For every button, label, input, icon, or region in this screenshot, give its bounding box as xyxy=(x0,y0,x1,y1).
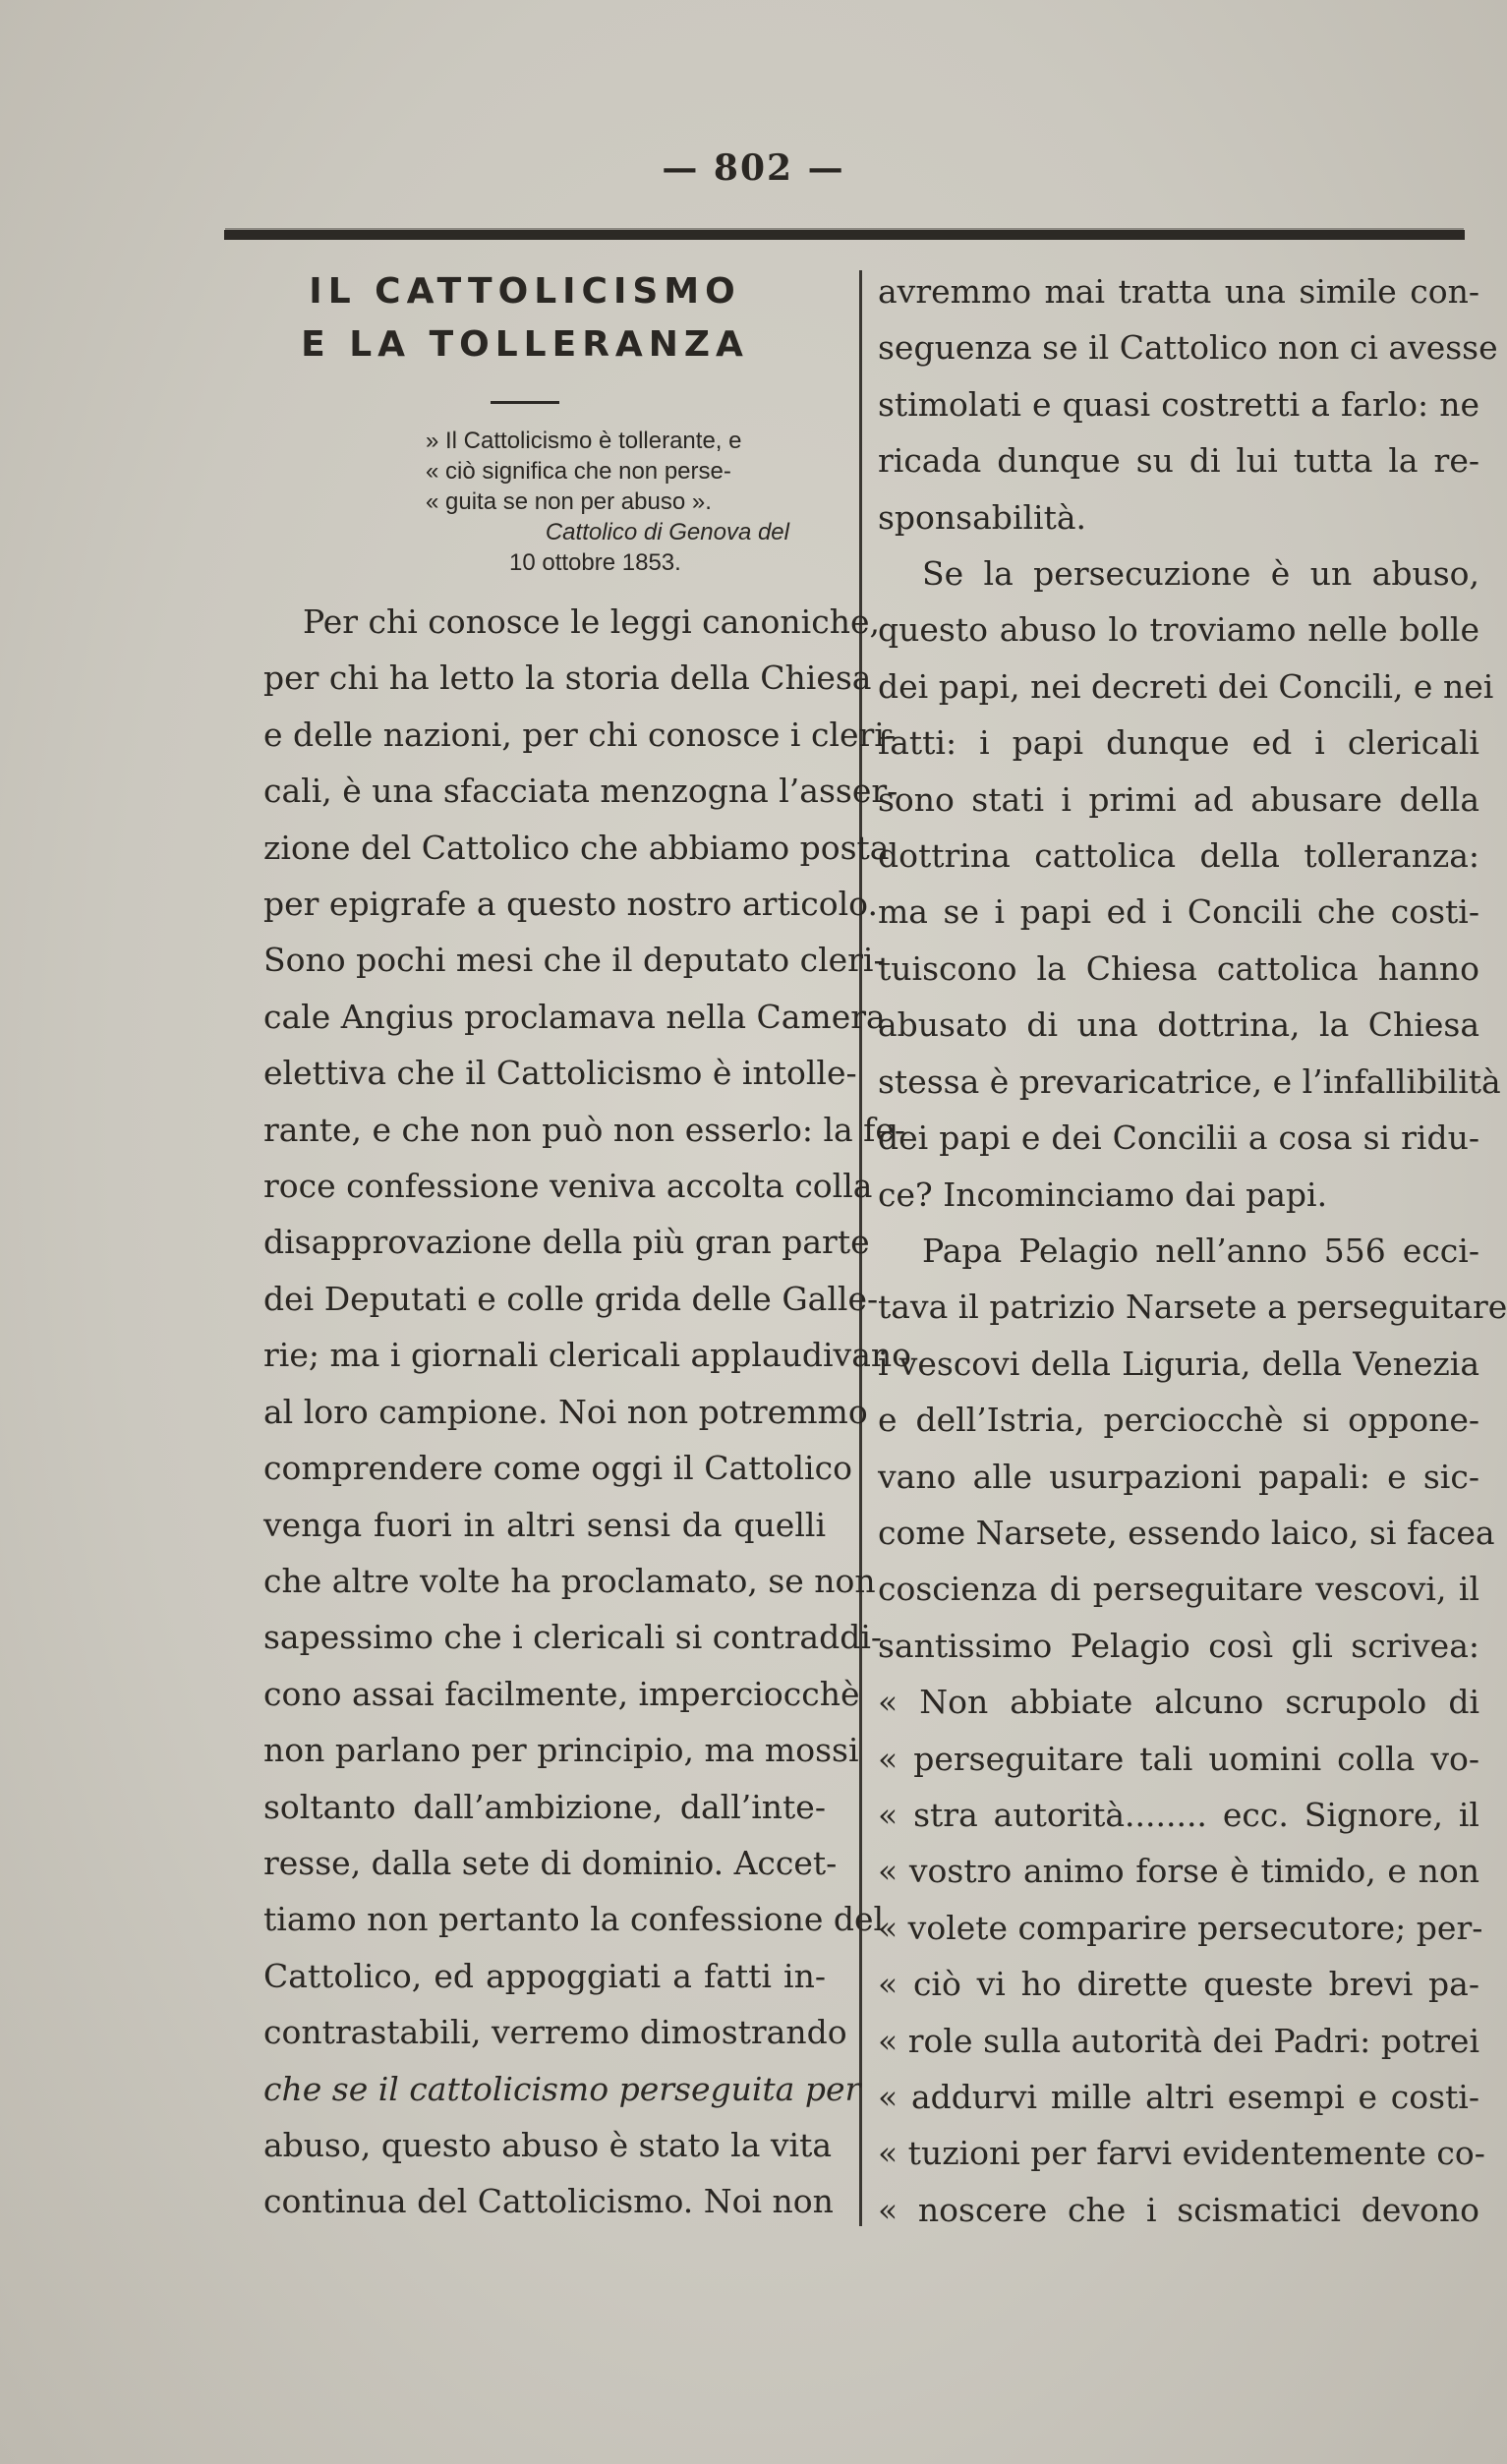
epigraph-line: « guita se non per abuso ». xyxy=(426,488,712,515)
epigraph-date: 10 ottobre 1853. xyxy=(509,549,681,576)
text-line: resse, dalla sete di dominio. Accet- xyxy=(263,1843,838,1882)
text-line: cali, è una sfacciata menzogna l’asser- xyxy=(263,772,898,811)
text-line: soltanto dall’ambizione, dall’inte- xyxy=(263,1787,826,1826)
text-line: « Non abbiate alcuno scrupolo di xyxy=(878,1683,1479,1722)
text-line: « role sulla autorità dei Padri: potrei xyxy=(878,2021,1479,2060)
text-line: sapessimo che i clericali si contraddi- xyxy=(263,1618,883,1657)
text-line: seguenza se il Cattolico non ci avesse xyxy=(878,328,1498,368)
text-line: abuso, questo abuso è stato la vita xyxy=(263,2125,832,2164)
text-line: non parlano per principio, ma mossi xyxy=(263,1731,859,1770)
text-line: « addurvi mille altri esempi e costi- xyxy=(878,2078,1479,2116)
header-rule xyxy=(224,230,1465,240)
title-rule xyxy=(491,401,559,404)
text-line: rante, e che non può non esserlo: la fe- xyxy=(263,1110,906,1149)
text-line: « ciò vi ho dirette queste brevi pa- xyxy=(878,1965,1479,2004)
article-title-line-1: IL CATTOLICISMO xyxy=(309,271,741,312)
text-line: stimolati e quasi costretti a farlo: ne xyxy=(878,384,1479,424)
text-line: avremmo mai tratta una simile con- xyxy=(878,272,1479,311)
text-line: tava il patrizio Narsete a perseguitare xyxy=(878,1288,1507,1327)
text-line: roce confessione veniva accolta colla xyxy=(263,1167,873,1206)
text-line: « noscere che i scismatici devono xyxy=(878,2190,1479,2229)
text-line: elettiva che il Cattolicismo è intolle- xyxy=(263,1054,857,1093)
text-line: rie; ma i giornali clericali applaudivano xyxy=(263,1336,911,1375)
text-line: venga fuori in altri sensi da quelli xyxy=(263,1505,826,1544)
text-line: che altre volte ha proclamato, se non xyxy=(263,1561,876,1600)
text-line: « tuzioni per farvi evidentemente co- xyxy=(878,2134,1485,2173)
epigraph-source: Cattolico di Genova del xyxy=(545,519,789,545)
text-line: stessa è prevaricatrice, e l’infallibilità xyxy=(878,1061,1501,1101)
text-line: dei papi e dei Concilii a cosa si ridu- xyxy=(878,1118,1479,1158)
right-column-text xyxy=(878,263,1507,2238)
text-line: e dell’Istria, perciocchè si oppone- xyxy=(878,1401,1479,1440)
text-line: « vostro animo forse è timido, e non xyxy=(878,1852,1479,1891)
text-line: e delle nazioni, per chi conosce i cleri- xyxy=(263,715,897,754)
text-line: Se la persecuzione è un abuso, xyxy=(922,554,1479,594)
text-line: come Narsete, essendo laico, si facea xyxy=(878,1513,1495,1552)
page-number: — 802 — xyxy=(662,147,845,189)
text-line: Per chi conosce le leggi canoniche, xyxy=(303,602,880,641)
epigraph-line: « ciò significa che non perse- xyxy=(426,458,731,485)
text-line: tuiscono la Chiesa cattolica hanno xyxy=(878,948,1479,988)
text-line: ce? Incominciamo dai papi. xyxy=(878,1175,1328,1214)
text-line: questo abuso lo troviamo nelle bolle xyxy=(878,610,1479,650)
text-line: per chi ha letto la storia della Chiesa xyxy=(263,659,872,698)
text-line: fatti: i papi dunque ed i clericali xyxy=(878,723,1479,763)
text-line: vano alle usurpazioni papali: e sic- xyxy=(878,1457,1479,1496)
text-line: coscienza di perseguitare vescovi, il xyxy=(878,1570,1479,1609)
left-column xyxy=(224,263,911,2230)
text-line: cono assai facilmente, imperciocchè xyxy=(263,1674,860,1713)
text-line: Papa Pelagio nell’anno 556 ecci- xyxy=(922,1231,1479,1270)
text-line: Sono pochi mesi che il deputato cleri- xyxy=(263,941,885,980)
text-line: i vescovi della Liguria, della Venezia xyxy=(878,1344,1479,1383)
text-line: ricada dunque su di lui tutta la re- xyxy=(878,441,1479,481)
text-line: « stra autorità........ ecc. Signore, il xyxy=(878,1795,1479,1834)
text-line: dei Deputati e colle grida delle Galle- xyxy=(263,1279,879,1318)
text-line: zione del Cattolico che abbiamo posta xyxy=(263,828,890,867)
text-line: comprendere come oggi il Cattolico xyxy=(263,1449,852,1488)
text-line: tiamo non pertanto la confessione del xyxy=(263,1900,885,1939)
article-title-line-2: E LA TOLLERANZA xyxy=(301,324,749,365)
text-line: Cattolico, ed appoggiati a fatti in- xyxy=(263,1956,826,1995)
text-line: al loro campione. Noi non potremmo xyxy=(263,1392,868,1431)
text-line: che se il cattolicismo perseguita per xyxy=(263,2069,861,2108)
text-line: sponsabilità. xyxy=(878,497,1087,537)
right-column xyxy=(878,263,1507,2238)
text-line: abusato di una dottrina, la Chiesa xyxy=(878,1005,1479,1045)
epigraph-line: » Il Cattolicismo è tollerante, e xyxy=(426,428,742,454)
text-line: dottrina cattolica della tolleranza: xyxy=(878,836,1479,876)
text-line: santissimo Pelagio così gli scrivea: xyxy=(878,1626,1479,1665)
left-column-text xyxy=(224,594,911,2230)
text-line: « perseguitare tali uomini colla vo- xyxy=(878,1739,1479,1778)
text-line: sono stati i primi ad abusare della xyxy=(878,779,1479,819)
text-line: contrastabili, verremo dimostrando xyxy=(263,2013,847,2052)
text-line: per epigrafe a questo nostro articolo. xyxy=(263,885,878,924)
text-line: ma se i papi ed i Concili che costi- xyxy=(878,892,1479,932)
epigraph xyxy=(426,426,824,578)
text-line: dei papi, nei decreti dei Concili, e nei xyxy=(878,666,1494,706)
text-line: cale Angius proclamava nella Camera xyxy=(263,997,886,1036)
text-line: « volete comparire persecutore; per- xyxy=(878,1908,1483,1947)
text-line: disapprovazione della più gran parte xyxy=(263,1223,870,1262)
text-line: continua del Cattolicismo. Noi non xyxy=(263,2182,834,2221)
